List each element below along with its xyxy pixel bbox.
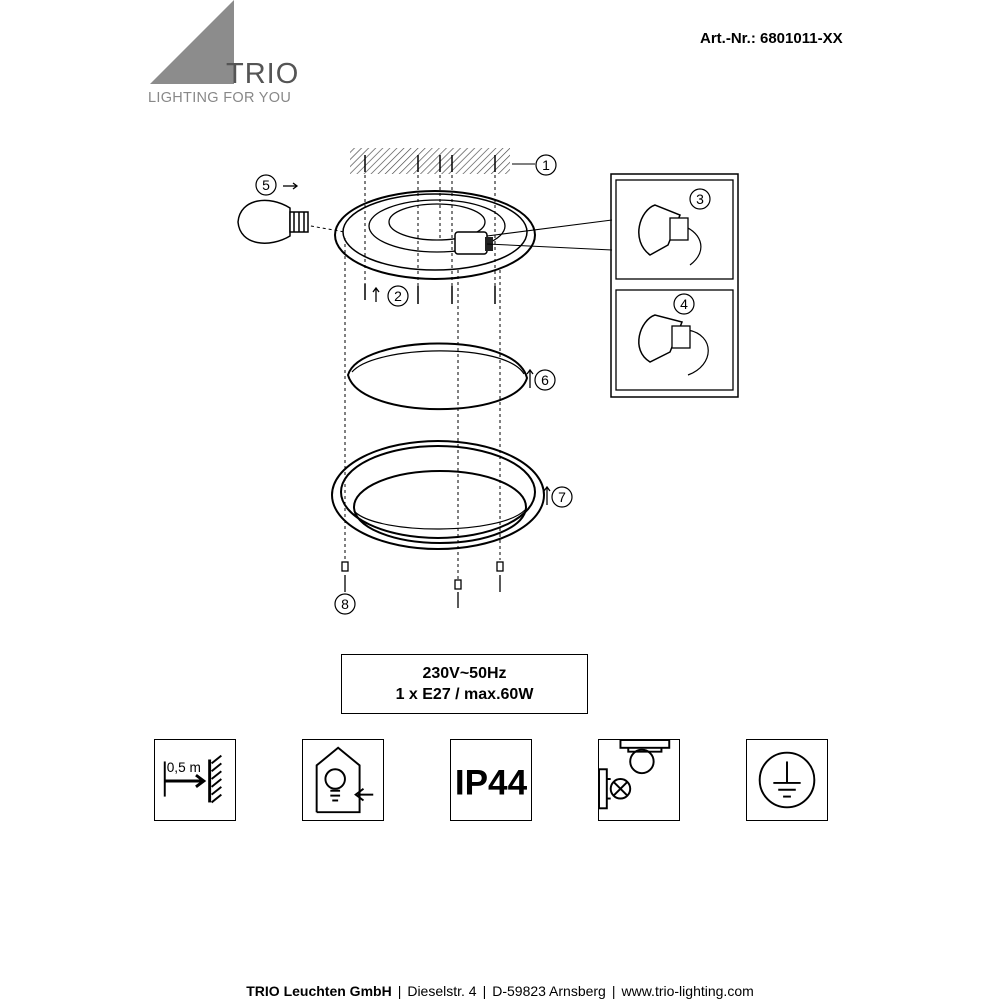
footer: TRIO Leuchten GmbH | Dieselstr. 4 | D-59823 Arnsberg | www.trio-lighting.com [246, 983, 754, 999]
callout-1: 1 [542, 157, 550, 173]
footer-company: TRIO Leuchten GmbH [246, 983, 392, 999]
ceiling-wall-mount-icon [598, 739, 680, 821]
brand-name: TRIO [226, 58, 300, 90]
callout-7: 7 [558, 489, 566, 505]
footer-city: D-59823 Arnsberg [492, 983, 606, 999]
ip-rating-icon [450, 739, 532, 821]
callout-5: 5 [262, 177, 270, 193]
callout-8: 8 [341, 596, 349, 612]
assembly-diagram [230, 140, 750, 620]
bulb-spec: 1 x E27 / max.60W [395, 686, 534, 703]
article-number: Art.-Nr.: 6801011-XX [700, 30, 843, 47]
base-screws [365, 284, 495, 304]
footer-street: Dieselstr. 4 [407, 983, 477, 999]
footer-website[interactable]: www.trio-lighting.com [621, 983, 754, 999]
callout-6: 6 [541, 372, 549, 388]
svg-text:IP44: IP44 [454, 763, 528, 803]
outer-ring [332, 441, 544, 549]
ceiling-hatch [350, 148, 510, 174]
light-bulb-e27 [238, 200, 308, 243]
brand-tagline: LIGHTING FOR YOU [148, 90, 292, 106]
callout-2: 2 [394, 288, 402, 304]
indoor-use-icon [302, 739, 384, 821]
detail-boxes [611, 174, 738, 397]
callout-4: 4 [680, 296, 688, 312]
glass-diffuser [348, 343, 527, 409]
svg-text:0,5 m: 0,5 m [166, 760, 201, 776]
protective-earth-icon [746, 739, 828, 821]
voltage-spec: 230V~50Hz [422, 665, 507, 682]
callout-3: 3 [696, 191, 704, 207]
ring-fixing-screws [342, 562, 503, 608]
electrical-spec-box [341, 654, 588, 714]
minimum-distance-icon [154, 739, 236, 821]
